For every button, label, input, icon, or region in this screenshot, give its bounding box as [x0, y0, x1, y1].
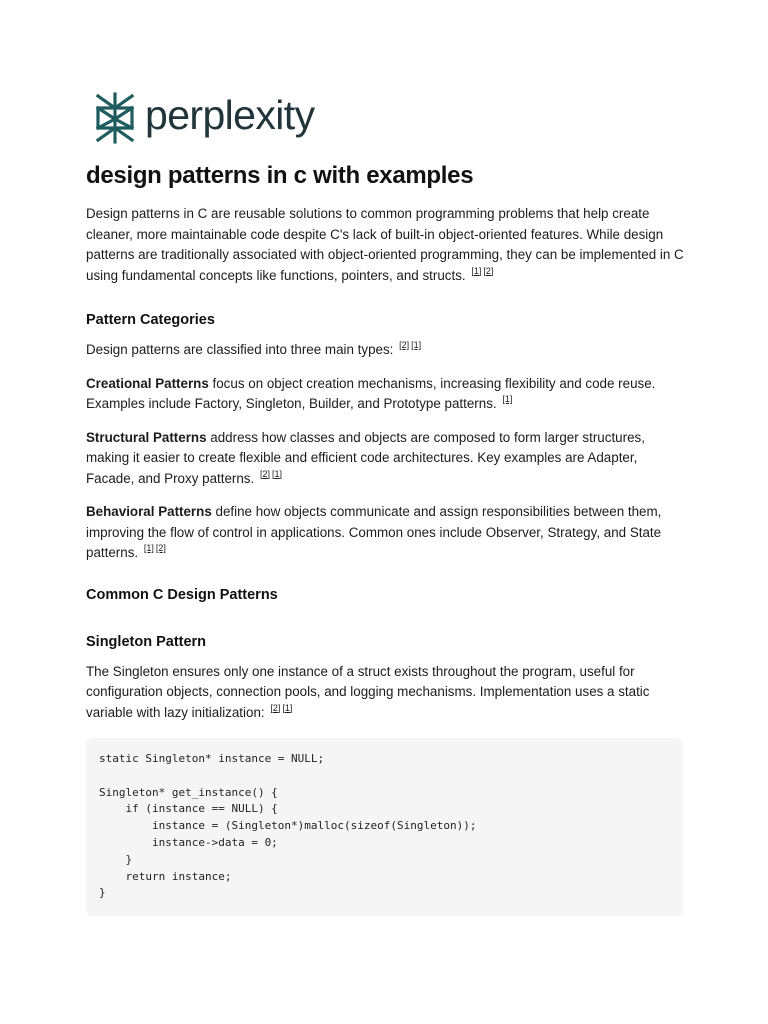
section-heading-common-patterns: Common C Design Patterns	[86, 586, 278, 603]
citation-link[interactable]: [1]	[471, 265, 482, 276]
singleton-paragraph	[86, 662, 686, 724]
section-heading-singleton: Singleton Pattern	[86, 633, 207, 650]
singleton-text: The Singleton ensures only one instance of a struct exists throughout the program, useful for configuration objects, connection pools, and logging mechanisms. Implementation uses a static variable with lazy initialization:	[86, 663, 650, 720]
citation-link[interactable]: [1]	[282, 702, 293, 713]
code-line: instance = (Singleton*)malloc(sizeof(Singleton));	[99, 819, 477, 833]
behavioral-paragraph	[86, 502, 686, 564]
structural-paragraph	[86, 428, 686, 490]
citation-link[interactable]: [2]	[399, 340, 410, 350]
citation-link[interactable]: [1]	[143, 543, 154, 553]
perplexity-logo-icon	[94, 92, 136, 144]
behavioral-text: define how objects communicate and assign responsibilities between them, improving the flow of control in applications. Common ones include Observer, Strategy, and State patterns.	[86, 504, 662, 560]
intro-paragraph	[86, 204, 686, 286]
citation-link[interactable]: [2]	[259, 468, 270, 479]
code-line: instance->data = 0;	[99, 835, 278, 849]
structural-term: Structural Patterns	[86, 429, 207, 445]
creational-paragraph	[86, 374, 686, 415]
intro-text: Design patterns in C are reusable solutions to common programming problems that help create cleaner, more maintainable code despite C's lack of built-in object-oriented features. While design patterns are traditionally associated with object-oriented programming, they can be implemented in C using fundamental concepts like functions, pointers, and structs.	[86, 206, 684, 283]
citation-link[interactable]: [1]	[271, 468, 282, 479]
creational-text: focus on object creation mechanisms, increasing flexibility and code reuse. Examples include Factory, Singleton, Builder, and Prototype patterns.	[86, 375, 656, 411]
section-heading-pattern-categories: Pattern Categories	[86, 312, 215, 328]
perplexity-logo[interactable]	[94, 92, 314, 144]
citation-link[interactable]: [2]	[270, 702, 281, 713]
creational-term: Creational Patterns	[86, 375, 209, 391]
code-line: Singleton* get_instance() {	[99, 785, 278, 799]
page-title: design patterns in c with examples	[86, 162, 474, 189]
code-line: }	[99, 886, 106, 900]
code-line: if (instance == NULL) {	[99, 802, 278, 816]
citation-link[interactable]: [2]	[155, 543, 166, 553]
citation-link[interactable]: [2]	[483, 265, 494, 276]
citation-link[interactable]: [1]	[411, 340, 422, 350]
answer-content	[86, 160, 686, 916]
code-line: static Singleton* instance = NULL;	[99, 752, 325, 765]
perplexity-wordmark: perplexity	[145, 91, 315, 138]
code-line: return instance;	[99, 869, 232, 883]
citation-link[interactable]: [1]	[502, 394, 513, 404]
categories-intro-text: Design patterns are classified into three main types:	[86, 342, 394, 357]
behavioral-term: Behavioral Patterns	[86, 504, 212, 519]
code-line: }	[99, 852, 133, 866]
code-block[interactable]	[86, 738, 683, 916]
code-line	[99, 768, 670, 785]
structural-text: address how classes and objects are composed to form larger structures, making it easier to create flexible and efficient code architectures. Key examples are Adapter, Facade, and Proxy patterns.	[86, 429, 645, 486]
categories-intro	[86, 340, 686, 361]
